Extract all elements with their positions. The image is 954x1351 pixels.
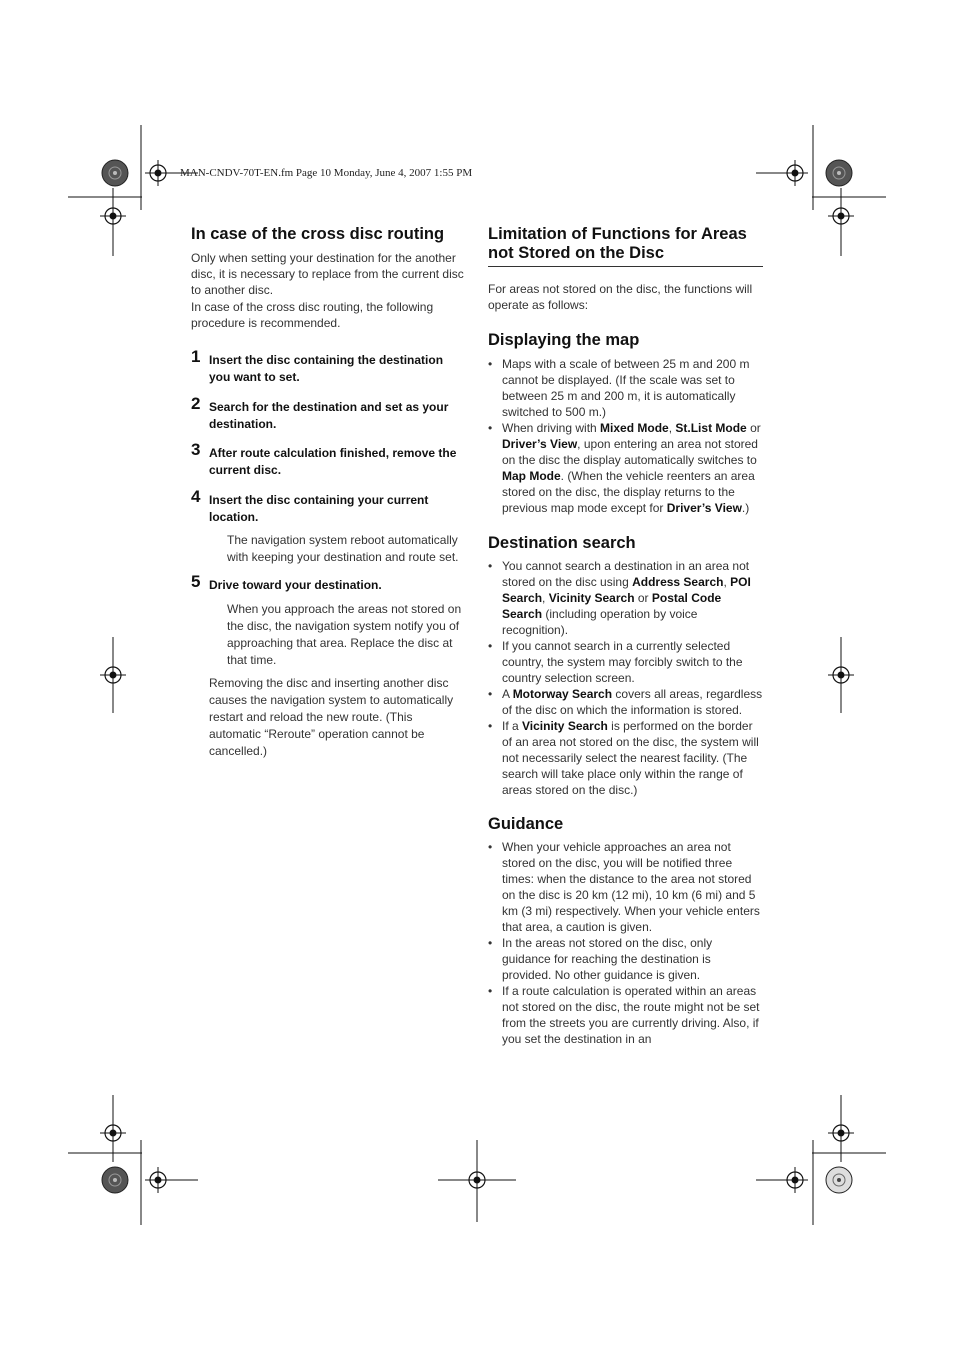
step-1 — [191, 347, 466, 386]
step-5-note: When you approach the areas not stored on the disc, the navigation system notify you of approaching that area. Replace the disc at that time. — [227, 602, 462, 668]
left-column — [191, 225, 466, 760]
step-number: 4 — [191, 487, 201, 507]
intro-paragraph-2: In case of the cross disc routing, the following procedure is recommended. — [191, 299, 434, 330]
closing-paragraph: Removing the disc and inserting another disc causes the navigation system to automatically restart and reload the new route. (This automatic “Reroute” operation cannot be cancelled.) — [209, 676, 454, 759]
step-text: After route calculation finished, remove the current disc. — [209, 446, 457, 478]
step-text: Drive toward your destination. — [209, 578, 382, 593]
list-item: • Maps with a scale of between 25 m and 200 m cannot be displayed. (If the scale was set to between 25 m and 200 m, it is automatically switched to 500 m.) — [488, 356, 763, 420]
step-5 — [191, 572, 466, 594]
intro-paragraph-1: Only when setting your destination for the another disc, it is necessary to replace from the current disc to another disc. — [191, 251, 464, 298]
step-text: Search for the destination and set as your destination. — [209, 400, 449, 432]
step-3 — [191, 440, 466, 479]
step-number: 2 — [191, 394, 201, 414]
limitation-intro: For areas not stored on the disc, the functions will operate as follows: — [488, 282, 753, 313]
right-column — [488, 225, 763, 1047]
cross-disc-routing-title: In case of the cross disc routing — [191, 225, 445, 243]
destination-bullet-list — [488, 558, 763, 798]
list-item: • When your vehicle approaches an area not stored on the disc, you will be notified three times: when the distance to the area not stored on the disc is 20 km (12 mi), 10 km (6 mi) and 5 km (3 mi) respectively. When your vehicle enters that area, a caution is given. — [488, 839, 763, 935]
destination-search-title: Destination search — [488, 534, 636, 553]
list-item: • When driving with Mixed Mode, St.List Mode or Driver’s View, upon entering an area not stored on the disc the display automatically switches to Map Mode. (When the vehicle reenters an area stored on the disc, the display returns to the previous map mode except for Driver’s View.) — [488, 420, 763, 516]
guidance-bullet-list — [488, 839, 763, 1047]
list-item: • In the areas not stored on the disc, only guidance for reaching the destination is provided. No other guidance is given. — [488, 935, 763, 983]
step-4 — [191, 487, 466, 526]
step-2 — [191, 394, 466, 433]
list-item: • If a Vicinity Search is performed on the border of an area not stored on the disc, the system will not necessarily select the nearest facility. (The search will take place only within the range of areas stored on the disc.) — [488, 718, 763, 798]
step-text: Insert the disc containing your current location. — [209, 493, 429, 525]
map-bullet-list — [488, 356, 763, 516]
list-item: • A Motorway Search covers all areas, regardless of the disc on which the information is stored. — [488, 686, 763, 718]
displaying-map-title: Displaying the map — [488, 331, 640, 350]
list-item: • If you cannot search in a currently selected country, the system may forcibly switch to the country selection screen. — [488, 638, 763, 686]
file-info-header: MAN-CNDV-70T-EN.fm Page 10 Monday, June 4, 2007 1:55 PM — [180, 167, 473, 179]
step-4-note: The navigation system reboot automatically with keeping your destination and route set. — [227, 533, 459, 565]
guidance-title: Guidance — [488, 815, 564, 834]
step-number: 3 — [191, 440, 201, 460]
step-number: 5 — [191, 572, 201, 592]
limitation-title: Limitation of Functions for Areas not Stored on the Disc — [488, 225, 763, 267]
list-item: • You cannot search a destination in an area not stored on the disc using Address Search, POI Search, Vicinity Search or Postal Code Search (including operation by voice recognition). — [488, 558, 763, 638]
list-item: • If a route calculation is operated within an areas not stored on the disc, the route might not be set from the streets you are currently driving. Also, if you set the destination in an — [488, 983, 763, 1047]
step-number: 1 — [191, 347, 201, 367]
step-text: Insert the disc containing the destination you want to set. — [209, 353, 444, 385]
